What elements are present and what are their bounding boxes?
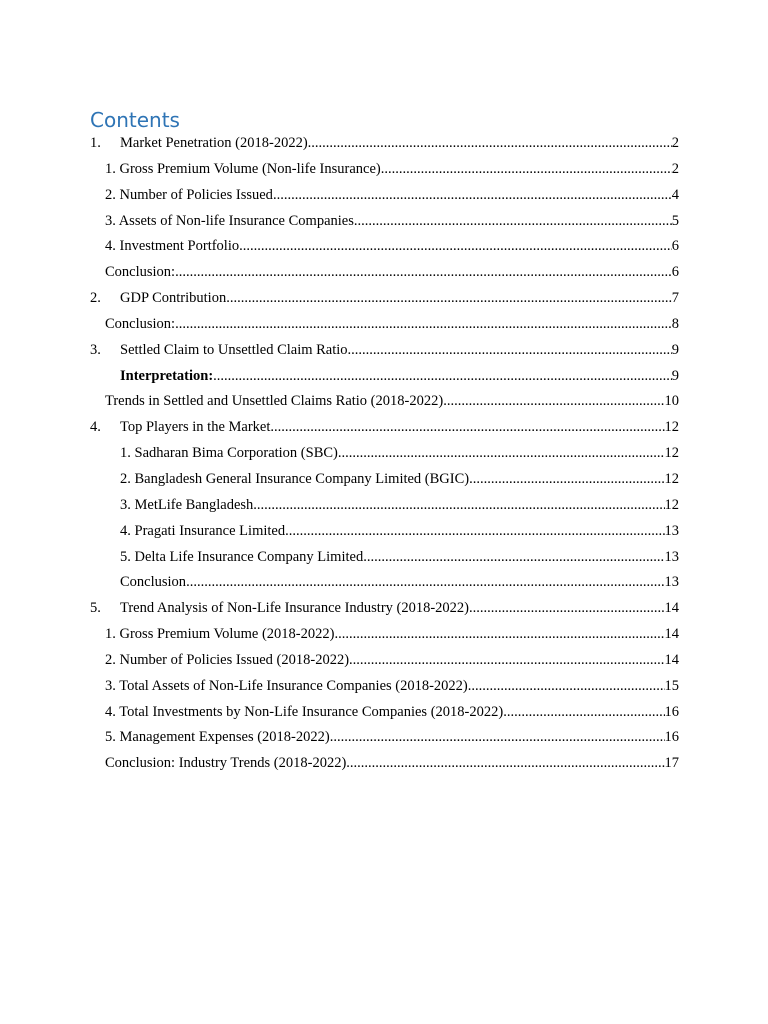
dot-leader <box>308 131 672 157</box>
dot-leader <box>273 183 672 209</box>
toc-entry[interactable] <box>90 441 679 467</box>
toc-entry[interactable] <box>90 260 679 286</box>
toc-entry-page-number: 5 <box>671 212 679 229</box>
toc-entry-page-number: 6 <box>671 238 679 255</box>
dot-leader <box>226 286 672 312</box>
toc-entry-title: Trend Analysis of Non-Life Insurance Industry (2018-2022) <box>120 600 470 617</box>
toc-entry[interactable] <box>90 596 679 622</box>
toc-entry-title: 5. Management Expenses (2018-2022) <box>105 729 330 746</box>
toc-entry-page-number: 14 <box>664 651 679 668</box>
toc-entry-page-number: 13 <box>664 574 679 591</box>
toc-entry-page-number: 14 <box>664 626 679 643</box>
toc-entry-page-number: 2 <box>671 160 679 177</box>
toc-entry[interactable] <box>90 415 679 441</box>
toc-entry-title: Conclusion: Industry Trends (2018-2022) <box>105 755 347 772</box>
dot-leader <box>468 674 665 700</box>
dot-leader <box>334 622 664 648</box>
toc-entry-page-number: 9 <box>671 367 679 384</box>
toc-entry-page-number: 12 <box>664 419 679 436</box>
toc-entry-number: 1. <box>90 135 101 151</box>
dot-leader <box>469 596 664 622</box>
toc-entry-title: Market Penetration (2018-2022) <box>120 135 308 151</box>
toc-entry[interactable] <box>90 234 679 260</box>
toc-entry[interactable] <box>90 725 679 751</box>
toc-entry[interactable] <box>90 700 679 726</box>
toc-entry[interactable] <box>90 338 679 364</box>
dot-leader <box>186 570 664 596</box>
dot-leader <box>346 751 664 777</box>
toc-entry-number: 2. <box>90 290 101 307</box>
dot-leader <box>175 312 672 338</box>
toc-entry-page-number: 16 <box>664 729 679 746</box>
toc-entry-title: Interpretation: <box>120 367 214 384</box>
dot-leader <box>285 519 664 545</box>
toc-entry-page-number: 10 <box>664 393 679 410</box>
toc-entry-number: 4. <box>90 419 101 436</box>
toc-entry[interactable] <box>90 674 679 700</box>
toc-entry[interactable] <box>90 389 679 415</box>
toc-entry[interactable] <box>90 157 679 183</box>
toc-entry-title: Conclusion: <box>105 264 176 281</box>
dot-leader <box>338 441 665 467</box>
dot-leader <box>354 209 672 235</box>
toc-entry-page-number: 9 <box>671 341 679 358</box>
toc-entry-page-number: 7 <box>671 290 679 307</box>
dot-leader <box>381 157 672 183</box>
toc-entry-title: Conclusion <box>120 574 187 591</box>
toc-entry-title: 4. Investment Portfolio <box>105 238 240 255</box>
dot-leader <box>213 364 672 390</box>
toc-entry-page-number: 12 <box>664 470 679 487</box>
dot-leader <box>253 493 664 519</box>
dot-leader <box>469 467 664 493</box>
toc-entry-title: 2. Bangladesh General Insurance Company Limited (BGIC) <box>120 470 470 487</box>
toc-entry[interactable] <box>90 312 679 338</box>
toc-entry-page-number: 13 <box>664 548 679 565</box>
toc-entry-page-number: 8 <box>671 315 679 332</box>
toc-entry[interactable] <box>90 467 679 493</box>
dot-leader <box>270 415 664 441</box>
dot-leader <box>330 725 665 751</box>
toc-entry-title: 4. Total Investments by Non-Life Insurance Companies (2018-2022) <box>105 703 504 720</box>
toc-entry-page-number: 17 <box>664 755 679 772</box>
dot-leader <box>363 545 664 571</box>
toc-entry[interactable] <box>90 519 679 545</box>
toc-entry-page-number: 14 <box>664 600 679 617</box>
toc-entry-title: 3. Total Assets of Non-Life Insurance Companies (2018-2022) <box>105 677 468 694</box>
toc-entry-title: 2. Number of Policies Issued (2018-2022) <box>105 651 350 668</box>
dot-leader <box>443 389 664 415</box>
toc-entry-title: Conclusion: <box>105 315 176 332</box>
toc-entry-title: 4. Pragati Insurance Limited <box>120 522 286 539</box>
toc-entry[interactable] <box>90 209 679 235</box>
toc-entry-number: 5. <box>90 600 101 617</box>
toc-entry-page-number: 2 <box>671 135 679 151</box>
toc-entry-title: 1. Sadharan Bima Corporation (SBC) <box>120 445 338 462</box>
dot-leader <box>348 338 672 364</box>
toc-entry-title: 1. Gross Premium Volume (Non-life Insurance) <box>105 160 381 177</box>
toc-entry[interactable] <box>90 286 679 312</box>
toc-entry-title: GDP Contribution <box>120 290 227 307</box>
toc-entry-number: 3. <box>90 341 101 358</box>
toc-entry[interactable] <box>90 545 679 571</box>
toc-entry-page-number: 12 <box>664 445 679 462</box>
dot-leader <box>503 700 664 726</box>
toc-entry-title: Settled Claim to Unsettled Claim Ratio <box>120 341 348 358</box>
toc-heading: Contents <box>90 108 180 132</box>
toc-entry[interactable] <box>90 183 679 209</box>
toc-entry-page-number: 15 <box>664 677 679 694</box>
toc-entry[interactable] <box>90 751 679 777</box>
dot-leader <box>349 648 664 674</box>
toc-entry[interactable] <box>90 648 679 674</box>
toc-entry[interactable] <box>90 570 679 596</box>
toc-entry[interactable] <box>90 622 679 648</box>
toc-entry-title: Top Players in the Market <box>120 419 271 436</box>
table-of-contents <box>90 131 679 777</box>
toc-entry-title: Trends in Settled and Unsettled Claims Ratio (2018-2022) <box>105 393 444 410</box>
toc-entry-title: 5. Delta Life Insurance Company Limited <box>120 548 364 565</box>
dot-leader <box>175 260 672 286</box>
toc-entry-page-number: 12 <box>664 496 679 513</box>
toc-entry-title: 2. Number of Policies Issued <box>105 186 273 203</box>
toc-entry-title: 3. MetLife Bangladesh <box>120 496 254 513</box>
toc-entry-title: 3. Assets of Non-life Insurance Companies <box>105 212 354 229</box>
toc-entry-page-number: 13 <box>664 522 679 539</box>
toc-entry-page-number: 6 <box>671 264 679 281</box>
toc-entry-title: 1. Gross Premium Volume (2018-2022) <box>105 626 335 643</box>
toc-entry-page-number: 4 <box>671 186 679 203</box>
toc-entry-page-number: 16 <box>664 703 679 720</box>
toc-entry[interactable] <box>90 364 679 390</box>
toc-entry[interactable] <box>90 493 679 519</box>
toc-entry[interactable] <box>90 131 679 157</box>
dot-leader <box>239 234 672 260</box>
